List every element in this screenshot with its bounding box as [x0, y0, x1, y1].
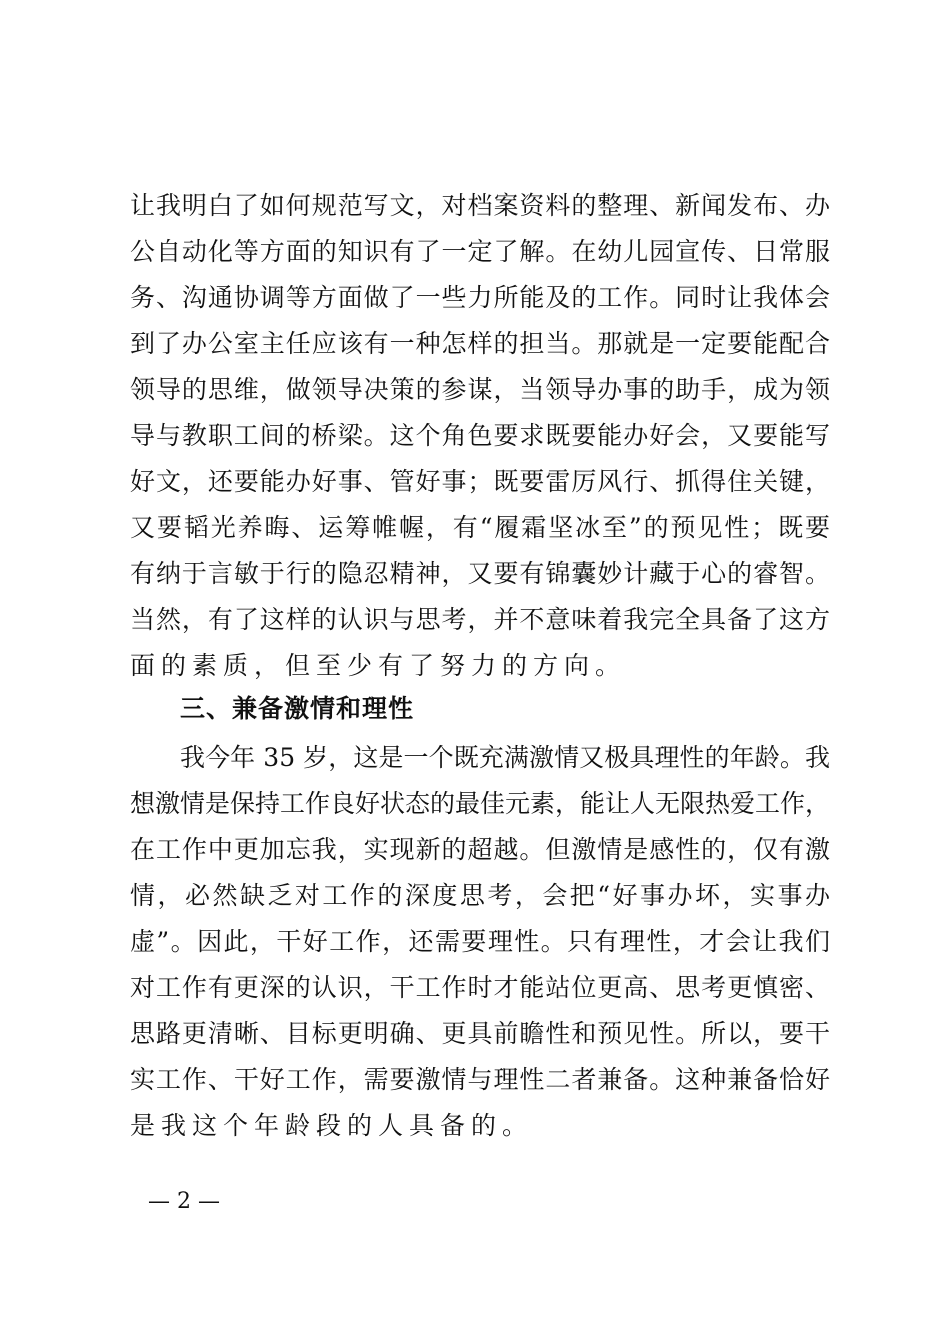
paragraph-line: 实工作、干好工作，需要激情与理性二者兼备。这种兼备恰好 [130, 1065, 830, 1094]
paragraph-line: 想激情是保持工作良好状态的最佳元素，能让人无限热爱工作， [130, 789, 831, 818]
paragraph-line: 我今年 35 岁，这是一个既充满激情又极具理性的年龄。我 [180, 743, 830, 772]
paragraph-line: 当然，有了这样的认识与思考，并不意味着我完全具备了这方 [130, 605, 830, 634]
paragraph-line: 好文，还要能办好事、管好事；既要雷厉风行、抓得住关键， [130, 467, 830, 496]
paragraph-line: 到了办公室主任应该有一种怎样的担当。那就是一定要能配合 [130, 329, 830, 358]
paragraph-line: 有纳于言敏于行的隐忍精神，又要有锦囊妙计藏于心的睿智。 [130, 559, 830, 588]
paragraph-line: 在工作中更加忘我，实现新的超越。但激情是感性的，仅有激 [130, 835, 830, 864]
paragraph-line: 对工作有更深的认识，干工作时才能站位更高、思考更慎密、 [130, 973, 830, 1002]
paragraph-line: 情，必然缺乏对工作的深度思考，会把“好事办坏，实事办 [130, 881, 830, 910]
paragraph-line: 思路更清晰、目标更明确、更具前瞻性和预见性。所以，要干 [130, 1019, 830, 1048]
paragraph-line: 导与教职工间的桥梁。这个角色要求既要能办好会，又要能写 [130, 421, 830, 450]
paragraph-line: 公自动化等方面的知识有了一定了解。在幼儿园宣传、日常服 [130, 237, 830, 266]
section-heading: 三、兼备激情和理性 [180, 694, 415, 723]
paragraph-line: 领导的思维，做领导决策的参谋，当领导办事的助手，成为领 [130, 375, 830, 404]
paragraph-line: 又要韬光养晦、运筹帷幄，有“履霜坚冰至”的预见性；既要 [130, 513, 830, 542]
paragraph-line: 是我这个年龄段的人具备的。 [130, 1111, 534, 1140]
paragraph-line: 虚”。因此，干好工作，还需要理性。只有理性，才会让我们 [130, 927, 830, 956]
page-number: — 2 — [148, 1189, 220, 1214]
paragraph-line: 面的素质，但至少有了努力的方向。 [130, 651, 627, 680]
paragraph-line: 务、沟通协调等方面做了一些力所能及的工作。同时让我体会 [130, 283, 830, 312]
paragraph-line: 让我明白了如何规范写文，对档案资料的整理、新闻发布、办 [130, 191, 830, 220]
